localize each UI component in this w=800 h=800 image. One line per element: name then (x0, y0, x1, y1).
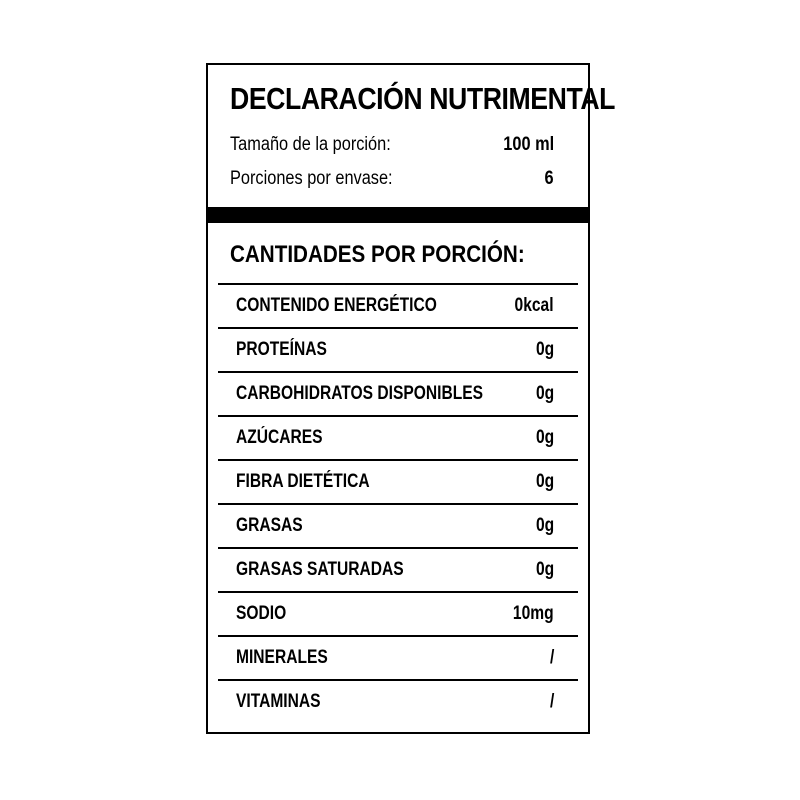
nutrient-name: MINERALES (236, 647, 328, 668)
nutrient-amount: 0g (535, 427, 554, 448)
thick-divider (208, 207, 588, 223)
nutrient-row (218, 415, 578, 459)
nutrient-name: AZÚCARES (236, 427, 323, 448)
nutrient-name: CONTENIDO ENERGÉTICO (236, 295, 437, 316)
nutrient-row (218, 591, 578, 635)
nutrient-amount: 0kcal (515, 295, 554, 316)
nutrient-amount: 0g (535, 471, 554, 492)
nutrient-name: FIBRA DIETÉTICA (236, 471, 370, 492)
nutrient-row (218, 547, 578, 591)
servings-per-container-label: Porciones por envase: (230, 168, 393, 189)
nutrient-amount: 0g (535, 383, 554, 404)
nutrient-name: CARBOHIDRATOS DISPONIBLES (236, 383, 483, 404)
nutrient-name: GRASAS SATURADAS (236, 559, 404, 580)
nutrient-row (218, 327, 578, 371)
nutrient-amount: 0g (535, 559, 554, 580)
nutrient-amount: 0g (535, 515, 554, 536)
nutrient-amount: / (549, 691, 554, 712)
servings-per-container-row (230, 165, 554, 193)
serving-size-label: Tamaño de la porción: (230, 134, 391, 155)
nutrient-amount: 0g (535, 339, 554, 360)
serving-size-value: 100 ml (503, 134, 554, 155)
nutrient-name: VITAMINAS (236, 691, 321, 712)
nutrient-row (218, 283, 578, 327)
nutrient-name: SODIO (236, 603, 287, 624)
servings-per-container-value: 6 (544, 168, 554, 189)
nutrient-name: PROTEÍNAS (236, 339, 327, 360)
nutrient-table (218, 283, 578, 723)
nutrient-amount: 10mg (513, 603, 554, 624)
nutrient-row (218, 371, 578, 415)
nutrient-row (218, 679, 578, 723)
serving-size-row (230, 131, 554, 159)
nutrition-facts-panel (206, 63, 616, 734)
section-title: CANTIDADES POR PORCIÓN: (230, 241, 525, 268)
nutrient-amount: / (549, 647, 554, 668)
panel-title: DECLARACIÓN NUTRIMENTAL (230, 81, 616, 116)
nutrient-row (218, 459, 578, 503)
nutrient-row (218, 635, 578, 679)
nutrient-name: GRASAS (236, 515, 303, 536)
nutrient-row (218, 503, 578, 547)
